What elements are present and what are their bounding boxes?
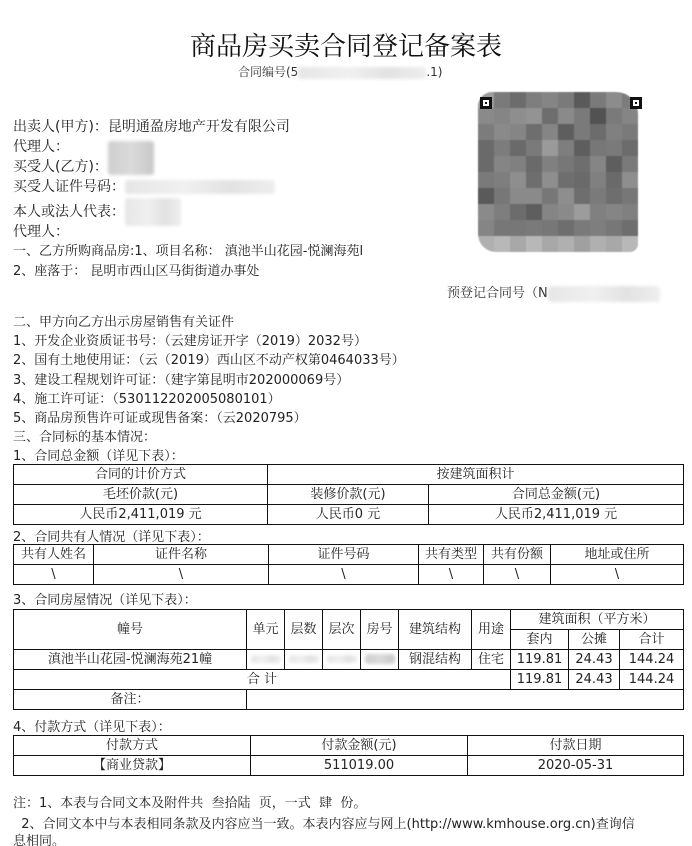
house-table — [13, 609, 684, 710]
location-line — [13, 260, 259, 279]
location-value: 昆明市西山区马街街道办事处 — [90, 264, 260, 279]
table-cell: \ — [94, 565, 269, 585]
table-row — [14, 465, 684, 485]
payment-table — [13, 735, 684, 776]
sum-label: 合 计 — [14, 670, 511, 690]
sum-total-area: 144.24 — [620, 670, 684, 690]
header-floors: 层数 — [285, 610, 323, 650]
table-row — [14, 610, 684, 630]
certificate-item: 3、建设工程规划许可证：（建字第昆明市202000069号） — [13, 373, 350, 388]
price-table — [13, 464, 684, 525]
table-row — [14, 505, 684, 525]
table-header: 地址或住所 — [551, 545, 684, 565]
remark-label: 备注： — [14, 690, 247, 710]
floors-cell-redacted — [285, 650, 323, 670]
building-cell: 滇池半山花园-悦澜海苑21幢 — [14, 650, 247, 670]
payment-method-cell: 【商业贷款】 — [14, 756, 251, 776]
note-line-1: 注：1、本表与合同文本及附件共 叁拾陆 页，一式 肆 份。 — [13, 796, 367, 811]
total-area-cell: 144.24 — [620, 650, 684, 670]
certificate-item: 1、开发企业资质证书号：（云建房证开字（2019）2032号） — [13, 334, 367, 349]
redacted-contract-number — [298, 67, 426, 79]
coowner-heading: 2、合同共有人情况（详见下表）： — [13, 530, 210, 545]
payment-heading: 4、付款方式（详见下表）： — [13, 720, 171, 735]
table-cell: \ — [551, 565, 684, 585]
certificate-item: 5、商品房预售许可证或现售备案：（云2020795） — [13, 411, 307, 426]
table-header: 共有人姓名 — [14, 545, 94, 565]
seller-value: 昆明通盈房地产开发有限公司 — [107, 119, 290, 135]
header-floor: 层次 — [323, 610, 361, 650]
prereg-contract-number — [447, 282, 660, 302]
table-cell: \ — [269, 565, 419, 585]
total-amount-heading: 1、合同总金额（详见下表）： — [13, 449, 184, 464]
sum-shared-area: 24.43 — [569, 670, 620, 690]
contract-number-tail: .1) — [426, 65, 443, 79]
header-inner-area: 套内 — [511, 630, 569, 650]
qr-pixel-grid — [478, 92, 638, 252]
room-cell-redacted — [361, 650, 399, 670]
buyer-line — [13, 156, 154, 176]
payment-amount-cell: 511019.00 — [251, 756, 468, 776]
note-line-2: 2、合同文本中与本表相同条款及内容应当一致。本表内容应与网上(http://www.kmhouse.org.cn)查询信 — [13, 817, 635, 832]
table-cell: 人民币0 元 — [268, 505, 429, 525]
header-structure: 建筑结构 — [399, 610, 472, 650]
contract-number — [238, 63, 442, 80]
table-cell: 人民币2,411,019 元 — [429, 505, 684, 525]
qr-finder-top-left — [480, 97, 492, 109]
header-usage: 用途 — [472, 610, 511, 650]
buyer-id-label: 买受人证件号码： — [13, 179, 125, 195]
table-cell: \ — [419, 565, 484, 585]
agent1-line — [13, 136, 69, 156]
table-header: 付款日期 — [468, 736, 684, 756]
certificate-item: 2、国有土地使用证：（云（2019）西山区不动产权第0464033号） — [13, 353, 405, 368]
table-row — [14, 736, 684, 756]
redacted-buyer-name — [108, 141, 154, 175]
table-header: 毛坯价款(元) — [14, 485, 268, 505]
table-cell: \ — [14, 565, 94, 585]
sum-inner-area: 119.81 — [511, 670, 569, 690]
project-line — [13, 240, 363, 259]
table-cell: 人民币2,411,019 元 — [14, 505, 268, 525]
document-title: 商品房买卖合同登记备案表 — [189, 32, 502, 62]
agent1-label: 代理人： — [13, 139, 69, 155]
table-row — [14, 670, 684, 690]
certificate-item: 4、施工许可证：（530112202005080101） — [13, 392, 281, 407]
redacted-prereg-number — [548, 286, 660, 302]
payment-date-cell: 2020-05-31 — [468, 756, 684, 776]
redacted-buyer-id — [125, 180, 275, 194]
header-unit: 单元 — [247, 610, 285, 650]
usage-cell: 住宅 — [472, 650, 511, 670]
table-header: 付款金额(元) — [251, 736, 468, 756]
table-row — [14, 756, 684, 776]
pricing-method-label: 合同的计价方式 — [14, 465, 268, 485]
floor-cell-redacted — [323, 650, 361, 670]
agent2-line — [13, 221, 69, 241]
table-header: 证件名称 — [94, 545, 269, 565]
qr-code-redacted — [478, 92, 638, 252]
table-row — [14, 650, 684, 670]
location-label: 2、座落于： — [13, 264, 87, 279]
table-row — [14, 485, 684, 505]
unit-cell-redacted — [247, 650, 285, 670]
table-row — [14, 565, 684, 585]
agent2-label: 代理人： — [13, 224, 69, 240]
qr-finder-top-right — [630, 97, 642, 109]
table-header: 装修价款(元) — [268, 485, 429, 505]
header-building: 幢号 — [14, 610, 247, 650]
buyer-id-line — [13, 176, 275, 196]
legal-rep-label: 本人或法人代表： — [13, 204, 125, 220]
header-room: 房号 — [361, 610, 399, 650]
table-row — [14, 545, 684, 565]
table-header: 共有类型 — [419, 545, 484, 565]
certificates-heading: 二、甲方向乙方出示房屋销售有关证件 — [13, 315, 235, 330]
remark-value — [247, 690, 684, 710]
table-header: 付款方式 — [14, 736, 251, 756]
table-header: 证件号码 — [269, 545, 419, 565]
contract-number-label: 合同编号(5 — [238, 65, 299, 79]
table-cell: \ — [484, 565, 551, 585]
basics-heading: 三、合同标的基本情况： — [13, 430, 157, 445]
note-line-3: 息相同。 — [13, 834, 66, 846]
project-name: 滇池半山花园-悦澜海苑l — [224, 244, 364, 259]
header-shared-area: 公摊 — [569, 630, 620, 650]
seller-line — [13, 116, 290, 136]
table-row — [14, 690, 684, 710]
table-header: 共有份额 — [484, 545, 551, 565]
inner-area-cell: 119.81 — [511, 650, 569, 670]
pricing-method-value: 按建筑面积计 — [268, 465, 684, 485]
shared-area-cell: 24.43 — [569, 650, 620, 670]
structure-cell: 钢混结构 — [399, 650, 472, 670]
table-header: 合同总金额(元) — [429, 485, 684, 505]
redacted-legal-rep — [125, 198, 181, 226]
buyer-label: 买受人(乙方)： — [13, 159, 108, 175]
header-total-area: 合计 — [620, 630, 684, 650]
header-area-group: 建筑面积（平方米） — [511, 610, 684, 630]
seller-label: 出卖人(甲方)： — [13, 119, 108, 135]
coowner-table — [13, 544, 684, 585]
prereg-label: 预登记合同号（N — [447, 286, 548, 301]
house-heading: 3、合同房屋情况（详见下表）： — [13, 593, 197, 608]
project-label: 一、乙方所购商品房:1、项目名称： — [13, 244, 221, 259]
